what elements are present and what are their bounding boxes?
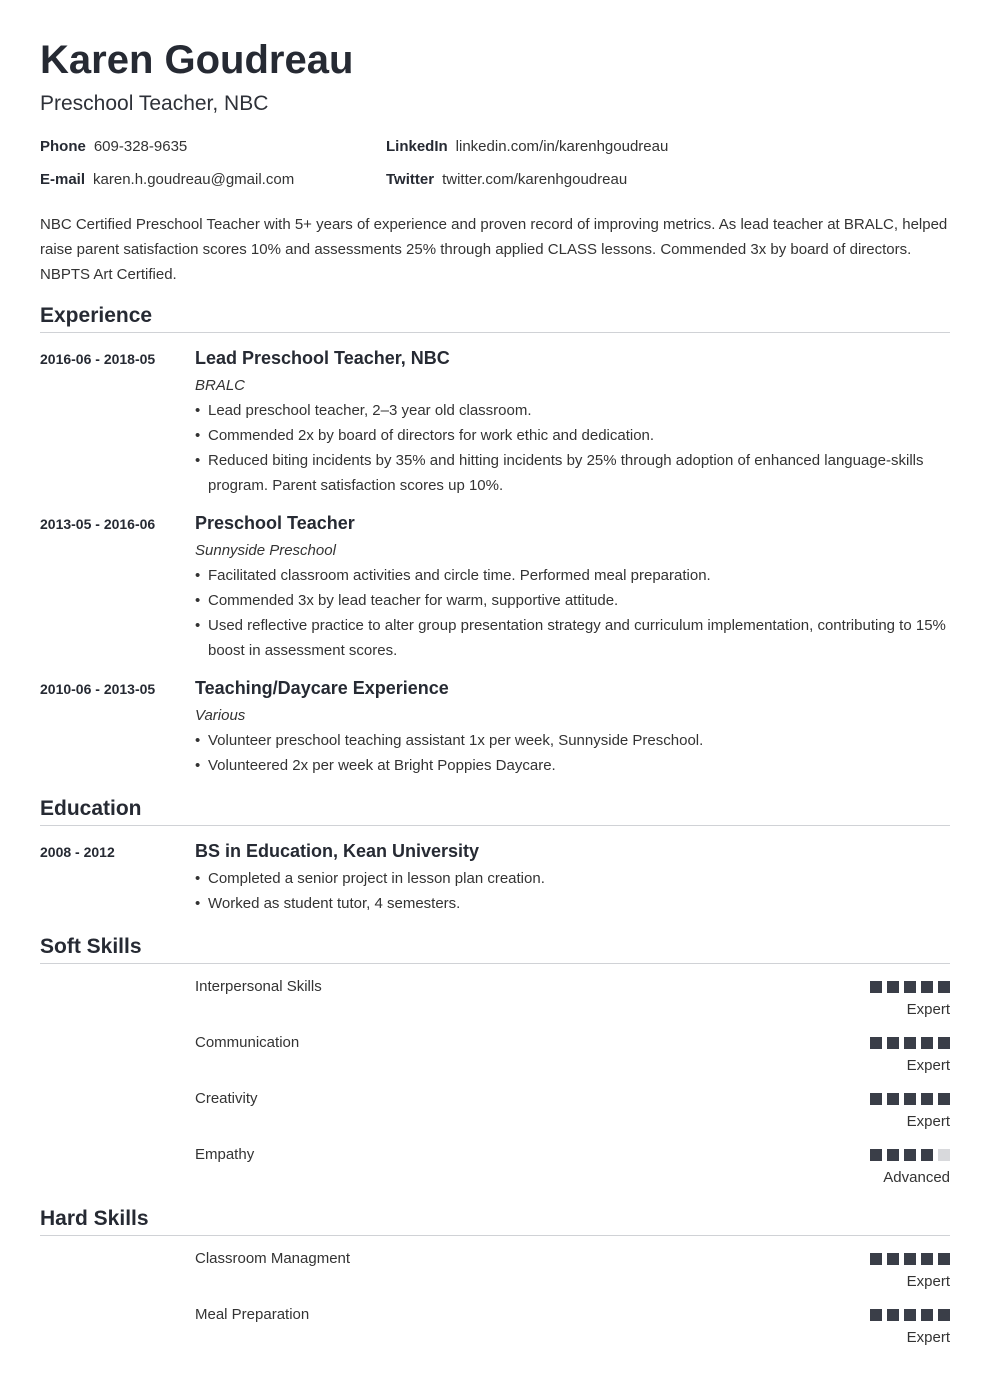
skill-level: Expert: [906, 1057, 950, 1074]
entry-body: [195, 841, 950, 916]
phone-value: 609-328-9635: [93, 138, 188, 155]
section-heading-education: Education: [40, 795, 950, 826]
bullet-item: [195, 613, 950, 663]
linkedin-label: LinkedIn: [386, 138, 448, 155]
skill-name: Communication: [195, 1034, 300, 1051]
rating-square-filled: [921, 1309, 933, 1321]
entry-dates: 2008 - 2012: [40, 844, 115, 860]
bullet-dot-icon: •: [195, 427, 201, 444]
rating-square-filled: [938, 1037, 950, 1049]
entry-role: Lead Preschool Teacher, NBC: [195, 348, 450, 368]
rating-square-filled: [921, 981, 933, 993]
contact-phone: [40, 136, 187, 158]
bullet-text: Commended 2x by board of directors for work ethic and dedication.: [208, 427, 655, 444]
entry-dates: 2010-06 - 2013-05: [40, 681, 156, 697]
bullet-dot-icon: •: [195, 895, 201, 912]
skill-name: Interpersonal Skills: [195, 978, 322, 995]
summary-paragraph: NBC Certified Preschool Teacher with 5+ years of experience and proven record of improving metrics. As lead teacher at BRALC, helped raise parent satisfaction scores 10% and assessments 25% through applied CLASS lessons. Commended 3x by board of directors. NBPTS Art Certified.: [40, 216, 948, 283]
bullet-text: Completed a senior project in lesson plan creation.: [208, 870, 545, 887]
bullet-item: [195, 891, 950, 916]
skill-row: [40, 977, 950, 1027]
bullet-text: Volunteered 2x per week at Bright Poppies Daycare.: [208, 757, 556, 774]
contact-twitter: [386, 169, 627, 191]
bullet-text: Commended 3x by lead teacher for warm, supportive attitude.: [208, 592, 619, 609]
skill-row: [40, 1033, 950, 1083]
bullet-item: [195, 423, 950, 448]
rating-square-filled: [921, 1253, 933, 1265]
bullet-text: Volunteer preschool teaching assistant 1x per week, Sunnyside Preschool.: [208, 732, 704, 749]
rating-square-filled: [870, 981, 882, 993]
bullet-dot-icon: •: [195, 452, 201, 469]
entry-organization: Sunnyside Preschool: [195, 542, 336, 559]
rating-square-filled: [870, 1309, 882, 1321]
bullet-text: Used reflective practice to alter group presentation strategy and curriculum implementation, contributing to 15% boost in assessment scores.: [208, 617, 946, 659]
entry-role: Preschool Teacher: [195, 513, 355, 533]
skill-rating: [870, 1037, 950, 1049]
rating-square-filled: [938, 1309, 950, 1321]
bullet-item: [195, 728, 950, 753]
skill-level: Expert: [906, 1273, 950, 1290]
contact-email: [40, 169, 294, 191]
rating-square-filled: [887, 1093, 899, 1105]
bullet-item: [195, 563, 950, 588]
rating-square-filled: [870, 1253, 882, 1265]
candidate-name: Karen Goudreau: [40, 38, 354, 82]
bullet-text: Reduced biting incidents by 35% and hitting incidents by 25% through adoption of enhanced language-skills program. Parent satisfaction scores up 10%.: [208, 452, 924, 494]
rating-square-empty: [938, 1149, 950, 1161]
rating-square-filled: [870, 1037, 882, 1049]
entry-bullets: [195, 866, 950, 916]
skill-row: [40, 1305, 950, 1355]
rating-square-filled: [921, 1149, 933, 1161]
entry-dates: 2013-05 - 2016-06: [40, 516, 156, 532]
rating-square-filled: [904, 981, 916, 993]
bullet-dot-icon: •: [195, 757, 201, 774]
bullet-item: [195, 398, 950, 423]
bullet-text: Lead preschool teacher, 2–3 year old classroom.: [208, 402, 532, 419]
bullet-dot-icon: •: [195, 592, 201, 609]
rating-square-filled: [887, 1253, 899, 1265]
bullet-item: [195, 588, 950, 613]
candidate-title: Preschool Teacher, NBC: [40, 92, 269, 115]
section-heading-hard-skills: Hard Skills: [40, 1205, 950, 1236]
rating-square-filled: [938, 1093, 950, 1105]
rating-square-filled: [938, 981, 950, 993]
rating-square-filled: [904, 1149, 916, 1161]
bullet-text: Facilitated classroom activities and circle time. Performed meal preparation.: [208, 567, 711, 584]
rating-square-filled: [904, 1093, 916, 1105]
rating-square-filled: [904, 1253, 916, 1265]
section-heading-soft-skills: Soft Skills: [40, 933, 950, 964]
skill-rating: [870, 1149, 950, 1161]
twitter-link[interactable]: twitter.com/karenhgoudreau: [442, 171, 628, 188]
bullet-dot-icon: •: [195, 402, 201, 419]
rating-square-filled: [887, 1037, 899, 1049]
twitter-label: Twitter: [386, 171, 435, 188]
skill-row: [40, 1089, 950, 1139]
rating-square-filled: [887, 981, 899, 993]
bullet-dot-icon: •: [195, 567, 201, 584]
section-heading-experience: Experience: [40, 302, 950, 333]
skill-rating: [870, 1093, 950, 1105]
skill-rating: [870, 1309, 950, 1321]
skill-name: Empathy: [195, 1146, 255, 1163]
email-label: E-mail: [40, 171, 86, 188]
bullet-item: [195, 448, 950, 498]
bullet-dot-icon: •: [195, 870, 201, 887]
entry-organization: Various: [195, 707, 246, 724]
skill-row: [40, 1145, 950, 1195]
rating-square-filled: [921, 1093, 933, 1105]
rating-square-filled: [887, 1309, 899, 1321]
skill-rating: [870, 1253, 950, 1265]
entry-dates: 2016-06 - 2018-05: [40, 351, 156, 367]
skill-name: Creativity: [195, 1090, 258, 1107]
entry-bullets: [195, 728, 950, 778]
rating-square-filled: [904, 1309, 916, 1321]
rating-square-filled: [921, 1037, 933, 1049]
email-link[interactable]: karen.h.goudreau@gmail.com: [93, 171, 295, 188]
rating-square-filled: [904, 1037, 916, 1049]
entry-role: Teaching/Daycare Experience: [195, 678, 449, 698]
linkedin-link[interactable]: linkedin.com/in/karenhgoudreau: [455, 138, 669, 155]
bullet-dot-icon: •: [195, 617, 201, 634]
skill-name: Classroom Managment: [195, 1250, 351, 1267]
skill-level: Expert: [906, 1001, 950, 1018]
bullet-text: Worked as student tutor, 4 semesters.: [208, 895, 461, 912]
entry-bullets: [195, 563, 950, 663]
contact-linkedin: [386, 136, 668, 158]
skill-name: Meal Preparation: [195, 1306, 310, 1323]
rating-square-filled: [938, 1253, 950, 1265]
rating-square-filled: [870, 1149, 882, 1161]
entry-body: [195, 513, 950, 663]
skill-level: Expert: [906, 1113, 950, 1130]
bullet-dot-icon: •: [195, 732, 201, 749]
bullet-item: [195, 753, 950, 778]
entry-bullets: [195, 398, 950, 498]
skill-level: Advanced: [883, 1169, 950, 1186]
rating-square-filled: [870, 1093, 882, 1105]
phone-label: Phone: [40, 138, 86, 155]
entry-body: [195, 348, 950, 498]
entry-body: [195, 678, 950, 778]
skill-level: Expert: [906, 1329, 950, 1346]
bullet-item: [195, 866, 950, 891]
rating-square-filled: [887, 1149, 899, 1161]
entry-organization: BRALC: [195, 377, 246, 394]
entry-degree: BS in Education, Kean University: [195, 841, 480, 861]
skill-row: [40, 1249, 950, 1299]
skill-rating: [870, 981, 950, 993]
